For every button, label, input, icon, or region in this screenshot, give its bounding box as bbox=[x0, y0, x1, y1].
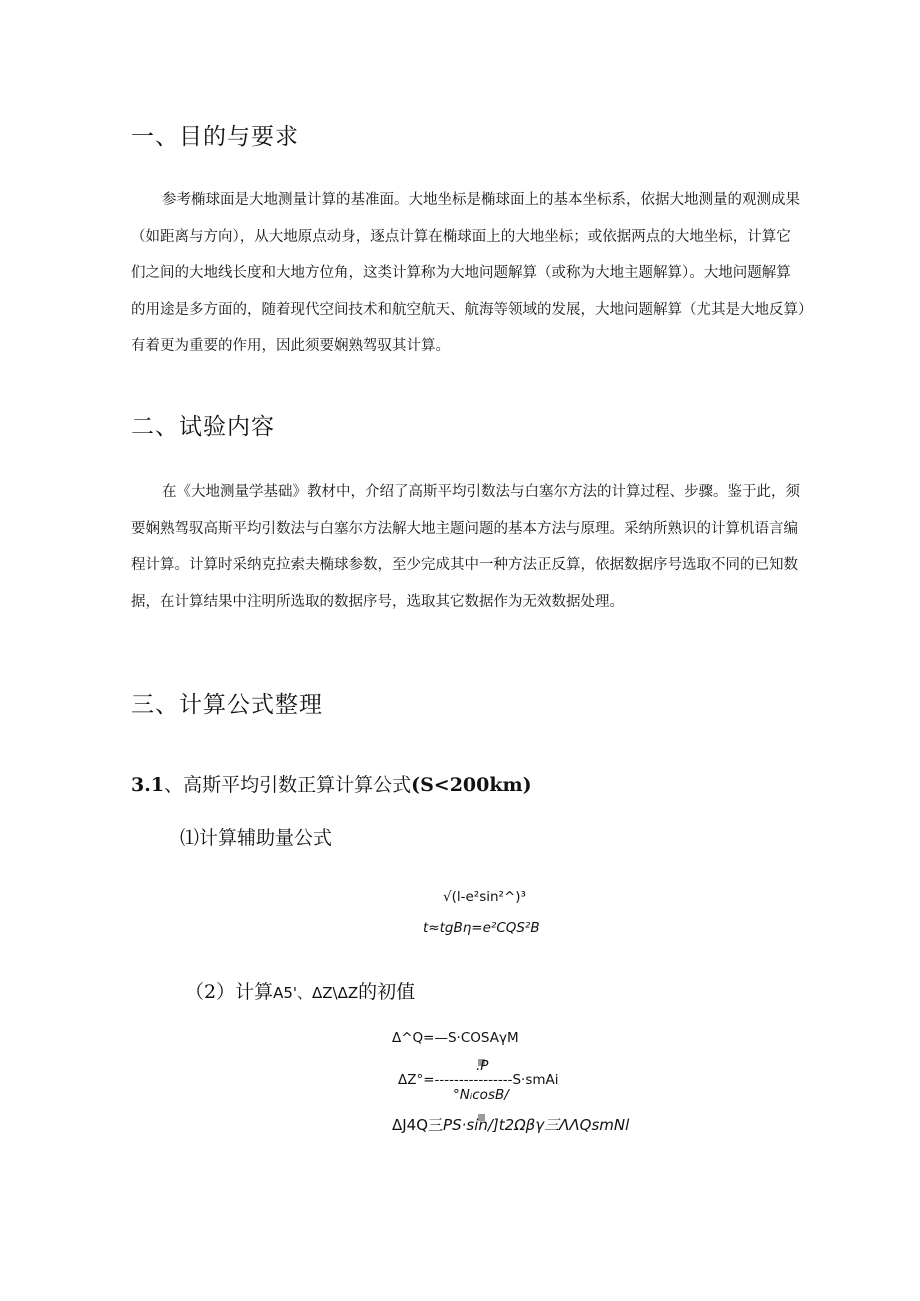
paragraph-line: 们之间的大地线长度和大地方位角，这类计算称为大地问题解算（或称为大地主题解算）。大地问题解算 bbox=[131, 265, 791, 282]
formula-delta-a bbox=[392, 1114, 629, 1135]
section-2-title: 二、试验内容 bbox=[131, 414, 275, 440]
paragraph-line: 程计算。计算时采纳克拉索夫椭球参数，至少完成其中一种方法正反算，依据数据序号选取不同的已知数 bbox=[131, 557, 798, 574]
step-2-prefix: （2）计算 bbox=[185, 981, 274, 1003]
section-2-paragraph bbox=[131, 474, 800, 620]
formula-delta-a-right: PS·sin/]t2Ωβγ三ΛΛQsmNl bbox=[443, 1116, 630, 1134]
step-1-label: ⑴计算辅助量公式 bbox=[180, 827, 333, 849]
section-1-paragraph bbox=[131, 182, 813, 365]
formula-delta-l: ΔZ°=----------------S·smAi bbox=[398, 1072, 559, 1088]
subsection-number: 3.1 bbox=[131, 774, 165, 796]
paragraph-line: 在《大地测量学基础》教材中，介绍了高斯平均引数法与白塞尔方法的计算过程、步骤。鉴于此，须 bbox=[162, 484, 800, 500]
subsection-condition: (S<200km) bbox=[411, 774, 532, 796]
formula-eta: t≈tgBη=e²CQS²B bbox=[423, 920, 540, 936]
section-1-title: 一、目的与要求 bbox=[131, 124, 299, 150]
section-3-title: 三、计算公式整理 bbox=[131, 692, 323, 718]
formula-delta-b: Δ^Q=—S·COSAγM bbox=[392, 1030, 519, 1046]
formula-delta-l-denominator: °NᵢcosB/ bbox=[453, 1087, 509, 1103]
paragraph-line: （如距离与方向），从大地原点动身，逐点计算在椭球面上的大地坐标；或依据两点的大地坐标，计算它 bbox=[131, 228, 791, 245]
subsection-title: 、高斯平均引数正算计算公式 bbox=[164, 774, 412, 796]
paragraph-line: 要娴熟驾驭高斯平均引数法与白塞尔方法解大地主题问题的基本方法与原理。采纳所熟识的计算机语言编 bbox=[131, 520, 798, 537]
formula-delta-l-numerator: .P bbox=[476, 1058, 489, 1074]
paragraph-line: 参考椭球面是大地测量计算的基准面。大地坐标是椭球面上的基本坐标系，依据大地测量的观测成果 bbox=[162, 192, 800, 208]
formula-delta-a-left: ΔJ4Q三 bbox=[392, 1116, 444, 1134]
subsection-3-1-heading bbox=[131, 770, 532, 797]
paragraph-line: 的用途是多方面的，随着现代空间技术和航空航天、航海等领域的发展，大地问题解算（尤其是大地反算） bbox=[131, 301, 813, 318]
step-2-symbols: A5'、ΔZ\ΔZ bbox=[273, 984, 359, 1002]
step-2-label bbox=[185, 977, 415, 1004]
formula-sqrt: √(l-e²sin²^)³ bbox=[443, 889, 526, 905]
paragraph-line: 有着更为重要的作用，因此须要娴熟驾驭其计算。 bbox=[131, 338, 450, 355]
step-2-suffix: 的初值 bbox=[358, 981, 416, 1003]
paragraph-line: 据，在计算结果中注明所选取的数据序号，选取其它数据作为无效数据处理。 bbox=[131, 593, 624, 610]
